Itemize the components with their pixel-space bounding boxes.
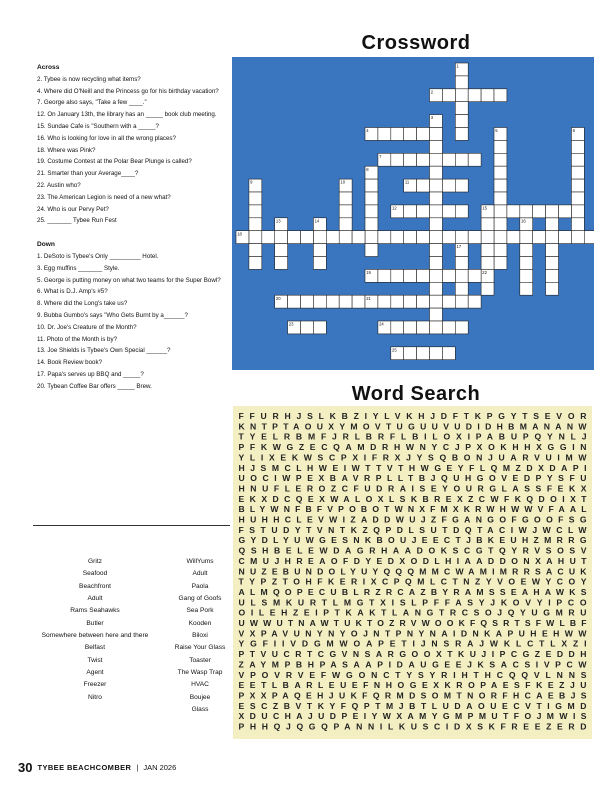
- crossword-cell[interactable]: [249, 205, 262, 218]
- crossword-cell[interactable]: [430, 231, 443, 244]
- crossword-cell[interactable]: [378, 231, 391, 244]
- crossword-cell[interactable]: [339, 295, 352, 308]
- crossword-cell[interactable]: [365, 179, 378, 192]
- crossword-cell[interactable]: [391, 321, 404, 334]
- crossword-cell[interactable]: [455, 295, 468, 308]
- wordsearch-row: NUZEBUNDOLYUYQQQMMCWAMIMRRSACUK: [238, 566, 587, 577]
- crossword-cell[interactable]: [417, 179, 430, 192]
- wordsearch-row: QSHBELEWDAGRHAADOKSCGTQYRVSOSV: [238, 545, 587, 556]
- crossword-cell[interactable]: [571, 218, 584, 231]
- crossword-cell[interactable]: [288, 295, 301, 308]
- crossword-cell[interactable]: [481, 244, 494, 257]
- crossword-cell[interactable]: [546, 269, 559, 282]
- crossword-cell[interactable]: [430, 205, 443, 218]
- wordsearch-row: UOCIWPEXBAVRPLLTBJQUHGOVEDPYSFU: [238, 473, 587, 484]
- crossword-cell[interactable]: [275, 244, 288, 257]
- crossword-cell[interactable]: [430, 347, 443, 360]
- crossword-cell[interactable]: [430, 192, 443, 205]
- crossword-cell[interactable]: [430, 269, 443, 282]
- crossword-cell[interactable]: [430, 321, 443, 334]
- crossword-cell[interactable]: [481, 257, 494, 270]
- crossword-cell[interactable]: [404, 128, 417, 141]
- crossword-cell[interactable]: [313, 244, 326, 257]
- crossword-cell[interactable]: [301, 231, 314, 244]
- crossword-cell[interactable]: [417, 321, 430, 334]
- crossword-cell[interactable]: [365, 192, 378, 205]
- word-list-item: HVAC: [191, 681, 209, 689]
- crossword-cell[interactable]: [404, 295, 417, 308]
- down-clue: 17. Papa's serves up BBQ and _____?: [37, 370, 144, 378]
- clue-number: 3: [430, 115, 434, 121]
- wordsearch-row: ULSMKURTLMGTXISLPFFASYJKOVYIPCO: [238, 597, 587, 608]
- crossword-cell[interactable]: [442, 231, 455, 244]
- crossword-cell[interactable]: [417, 128, 430, 141]
- clue-number: 17: [456, 244, 462, 250]
- crossword-cell[interactable]: [430, 295, 443, 308]
- wordsearch-row: XDUCHAJUDPEIYWXAMYGMPMUTFOJMWIS: [238, 711, 587, 722]
- word-list-item: Seafood: [82, 570, 108, 578]
- crossword-cell[interactable]: [417, 295, 430, 308]
- crossword-cell[interactable]: [313, 321, 326, 334]
- section-divider: [33, 525, 230, 526]
- word-list-item: Gang of Goofs: [178, 595, 222, 603]
- across-clue: 18. Where was Pink?: [37, 146, 96, 154]
- clue-number: 8: [366, 166, 369, 172]
- word-list-item: Beachfront: [79, 582, 111, 590]
- crossword-cell[interactable]: [546, 282, 559, 295]
- crossword-cell[interactable]: [455, 102, 468, 115]
- crossword-cell[interactable]: [417, 347, 430, 360]
- crossword-cell[interactable]: [430, 153, 443, 166]
- crossword-cell[interactable]: [494, 244, 507, 257]
- crossword-cell[interactable]: [507, 205, 520, 218]
- crossword-cell[interactable]: [430, 218, 443, 231]
- wordsearch-row: ESCZBVTKYFQPTMJBTLUDAOUECVTIGMD: [238, 700, 587, 711]
- crossword-cell[interactable]: [455, 231, 468, 244]
- crossword-cell[interactable]: [546, 244, 559, 257]
- crossword-cell[interactable]: [468, 153, 481, 166]
- crossword-cell[interactable]: [391, 269, 404, 282]
- crossword-cell[interactable]: [520, 205, 533, 218]
- down-heading: Down: [37, 241, 55, 249]
- crossword-cell[interactable]: [520, 269, 533, 282]
- clue-number: 4: [366, 128, 369, 134]
- word-list-item: Belfast: [84, 644, 106, 652]
- crossword-cell[interactable]: [455, 205, 468, 218]
- crossword-cell[interactable]: [430, 166, 443, 179]
- crossword-cell[interactable]: [442, 153, 455, 166]
- crossword-cell[interactable]: [352, 231, 365, 244]
- crossword-cell[interactable]: [404, 205, 417, 218]
- crossword-cell[interactable]: [468, 89, 481, 102]
- wordsearch-row: ALMQOPECUBLRZRCAZBYRAMSSEAHAWKS: [238, 586, 587, 597]
- crossword-cell[interactable]: [391, 231, 404, 244]
- word-list-item: Sea Pork: [186, 607, 214, 615]
- wordsearch-row: FSTUDYTVNTKZQPDLSUTDQTACIWJWCLW: [238, 524, 587, 535]
- crossword-cell[interactable]: [455, 179, 468, 192]
- word-list-item: Agent: [86, 669, 104, 677]
- word-list-item: Freezer: [83, 681, 107, 689]
- crossword-cell[interactable]: [404, 347, 417, 360]
- crossword-cell[interactable]: [313, 295, 326, 308]
- wordsearch-row: CMUJHREAOFDYEDXODLHIAADDONXAHUT: [238, 555, 587, 566]
- clue-number: 23: [288, 321, 294, 327]
- down-clue: 20. Tybean Coffee Bar offers _____ Brew.: [37, 382, 152, 390]
- crossword-cell[interactable]: [571, 205, 584, 218]
- wordsearch-row: HNUFLEROZCFUDRAISEYOURGLASSFEKX: [238, 483, 587, 494]
- crossword-cell[interactable]: [481, 231, 494, 244]
- crossword-cell[interactable]: [404, 269, 417, 282]
- crossword-cell[interactable]: [468, 231, 481, 244]
- crossword-cell[interactable]: [481, 218, 494, 231]
- down-clue: 6. What is D.J. Amp's #5?: [37, 288, 108, 296]
- crossword-cell[interactable]: [571, 140, 584, 153]
- wordsearch-row: FFURHJSLKBZIYLVKHJDFTKPGYTSEVOR: [238, 411, 587, 421]
- crossword-cell[interactable]: [417, 231, 430, 244]
- wordsearch-row: TYELRBMFJRLBRFLBILOXIPABUPQYNLJ: [238, 431, 587, 442]
- crossword-cell[interactable]: [430, 257, 443, 270]
- across-clue: 24. Who is our Pervy Pet?: [37, 205, 109, 213]
- crossword-cell[interactable]: [249, 231, 262, 244]
- crossword-cell[interactable]: [391, 128, 404, 141]
- across-clue: 12. On January 13th, the library has an _____ book club meeting.: [37, 111, 217, 119]
- clue-number: 11: [404, 179, 410, 185]
- clue-number: 1: [456, 63, 459, 69]
- wordsearch-row: HJSMCLHWEIWTTVTHWGEYFLQMZDXDAPI: [238, 462, 587, 473]
- crossword-title: Crossword: [361, 32, 471, 54]
- wordsearch-row: VPOVRVEFWGONCTYSYRIHTHCQQVLNNS: [238, 669, 587, 680]
- wordsearch-row: EKXDCQEXWALOXLSKBREXZCWFKQDOIXT: [238, 493, 587, 504]
- crossword-cell[interactable]: [430, 179, 443, 192]
- down-clue: 8. Where did the Long's take us?: [37, 300, 128, 308]
- crossword-cell[interactable]: [494, 205, 507, 218]
- crossword-cell[interactable]: [468, 269, 481, 282]
- wordsearch-row: PHHQJQGQPANNILKUSCIDXSKFREEZERD: [238, 721, 587, 732]
- wordsearch-row: BLYWNFBFVPOBOTWNXFMXKRWHWWVFAAL: [238, 504, 587, 515]
- crossword-cell[interactable]: [391, 153, 404, 166]
- clue-number: 19: [366, 270, 371, 275]
- wordsearch-row: PFKWGZECQAMDRHWNYCJPXOKHHXGGIN: [238, 442, 587, 453]
- clue-number: 6: [572, 128, 575, 134]
- wordsearch-row: ZAYMPBHPASAAPIDAUGEEJKSACSIVPCW: [238, 659, 587, 670]
- crossword-cell[interactable]: [442, 321, 455, 334]
- crossword-cell[interactable]: [559, 205, 572, 218]
- wordsearch-row: YGFIIVDGMWOAPETIJNSRAJWKLCTLXZI: [238, 638, 587, 649]
- clue-number: 20: [275, 295, 281, 301]
- crossword-cell[interactable]: [533, 205, 546, 218]
- down-clues: [37, 251, 232, 393]
- crossword-cell[interactable]: [301, 295, 314, 308]
- crossword-cell[interactable]: [455, 76, 468, 89]
- crossword-cell[interactable]: [455, 128, 468, 141]
- crossword-cell[interactable]: [442, 269, 455, 282]
- crossword-cell[interactable]: [520, 231, 533, 244]
- crossword-cell[interactable]: [455, 321, 468, 334]
- across-clue: 4. Where did O'Neill and the Princess go for his birthday vacation?: [37, 87, 219, 95]
- page-footer: [18, 760, 176, 775]
- word-list-item: Raise Your Glass: [174, 644, 226, 652]
- wordsearch-row: EETLBARLEUEFNHOGEXKROPAESFKEZJU: [238, 680, 587, 691]
- crossword-cell[interactable]: [481, 89, 494, 102]
- word-list-item: Nitro: [88, 693, 102, 701]
- word-list-item: Twist: [87, 656, 103, 664]
- crossword-cell[interactable]: [430, 308, 443, 321]
- clue-number: 16: [521, 218, 526, 224]
- across-clue: 22. Austin who?: [37, 181, 81, 189]
- crossword-cell[interactable]: [442, 205, 455, 218]
- crossword-cell[interactable]: [378, 128, 391, 141]
- crossword-cell[interactable]: [455, 282, 468, 295]
- word-list-item: Butler: [86, 619, 104, 627]
- crossword-cell[interactable]: [352, 295, 365, 308]
- publication-name: TYBEE BEACHCOMBER: [37, 763, 132, 772]
- crossword-cell[interactable]: [442, 179, 455, 192]
- across-clue: 15. Sundae Cafe is "Southern with a _____?: [37, 122, 159, 130]
- wordsearch-grid-svg: [233, 406, 592, 739]
- word-list-item: Rams Seahawks: [70, 607, 120, 615]
- crossword-cell[interactable]: [430, 128, 443, 141]
- down-clue: 11. Photo of the Month is by?: [37, 335, 118, 343]
- wordsearch-row: TYPZTOHFKERIXCPQMLCTNZYVOEWYCOY: [238, 576, 587, 587]
- word-list-item: Adult: [87, 595, 103, 603]
- crossword-cell[interactable]: [404, 231, 417, 244]
- crossword-cell[interactable]: [494, 257, 507, 270]
- word-list-item: The Wasp Trap: [177, 669, 223, 677]
- clue-number: 24: [379, 321, 384, 327]
- clue-number: 10: [340, 179, 346, 185]
- crossword-cell[interactable]: [417, 153, 430, 166]
- wordsearch-row: OILEHZEIPTKAKTLANGTRCSOJQYUGMRU: [238, 607, 587, 618]
- crossword-cell[interactable]: [417, 269, 430, 282]
- crossword-cell[interactable]: [520, 244, 533, 257]
- crossword-cell[interactable]: [584, 231, 594, 244]
- clue-number: 13: [275, 218, 281, 224]
- crossword-cell[interactable]: [494, 140, 507, 153]
- crossword-cell[interactable]: [365, 205, 378, 218]
- across-clue: 7. George also says, "Take a few ____.": [37, 99, 147, 107]
- crossword-cell[interactable]: [494, 192, 507, 205]
- crossword-cell[interactable]: [546, 257, 559, 270]
- footer-separator: |: [136, 763, 139, 772]
- wordsearch-title: Word Search: [351, 383, 481, 405]
- crossword-cell[interactable]: [275, 231, 288, 244]
- clue-number: 25: [392, 347, 397, 353]
- crossword-cell[interactable]: [442, 347, 455, 360]
- crossword-cell[interactable]: [430, 244, 443, 257]
- clue-number: 5: [495, 128, 498, 134]
- down-clue: 3. Egg muffins _______ Style.: [37, 264, 120, 272]
- crossword-cell[interactable]: [326, 295, 339, 308]
- crossword-cell[interactable]: [571, 231, 584, 244]
- wordsearch-row: PXXPAQEHJUKFQRMDSOMTNORFHCAEBJS: [238, 690, 587, 701]
- crossword-cell[interactable]: [468, 295, 481, 308]
- crossword-cell[interactable]: [442, 89, 455, 102]
- down-clue: 1. DeSoto is Tybee's Only _________ Hotel.: [37, 252, 159, 260]
- crossword-cell[interactable]: [559, 231, 572, 244]
- down-clue: 5. George is putting money on what two teams for the Super Bowl?: [37, 276, 221, 284]
- word-list-item: Gritz: [88, 558, 102, 565]
- across-clue: 19. Costume Contest at the Polar Bear Plunge is called?: [37, 158, 192, 166]
- crossword-cell[interactable]: [365, 218, 378, 231]
- clue-number: 2: [430, 89, 434, 95]
- crossword-cell[interactable]: [546, 231, 559, 244]
- crossword-cell[interactable]: [249, 218, 262, 231]
- crossword-cell[interactable]: [455, 153, 468, 166]
- crossword-cell[interactable]: [339, 192, 352, 205]
- wordsearch-grid: [233, 406, 592, 739]
- clue-number: 9: [250, 179, 253, 185]
- crossword-cell[interactable]: [365, 231, 378, 244]
- crossword-cell[interactable]: [404, 153, 417, 166]
- crossword-cell[interactable]: [326, 231, 339, 244]
- crossword-cell[interactable]: [249, 257, 262, 270]
- word-list-item: Biloxi: [192, 632, 208, 640]
- crossword-cell[interactable]: [391, 295, 404, 308]
- clue-number: 18: [237, 231, 242, 237]
- wordsearch-row: YLIXEKWSCPXIFRXJYSQBONJUARVUIMW: [238, 452, 587, 463]
- crossword-cell[interactable]: [339, 218, 352, 231]
- crossword-grid-svg: [232, 57, 594, 370]
- crossword-cell[interactable]: [339, 231, 352, 244]
- crossword-cell[interactable]: [571, 166, 584, 179]
- crossword-cell[interactable]: [404, 321, 417, 334]
- word-list-item: Adult: [192, 570, 208, 578]
- crossword-cell[interactable]: [494, 89, 507, 102]
- crossword-cell[interactable]: [571, 179, 584, 192]
- word-list-item: Somewhere between here and there: [41, 632, 149, 640]
- crossword-cell[interactable]: [275, 257, 288, 270]
- crossword-cell[interactable]: [546, 205, 559, 218]
- clue-number: 12: [392, 205, 397, 211]
- crossword-cell[interactable]: [417, 205, 430, 218]
- clue-number: 21: [366, 295, 371, 301]
- wordsearch-row: UWWUTNAWTUKTOZRVWOOKFQSRTSFWLBF: [238, 618, 587, 628]
- crossword-cell[interactable]: [301, 321, 314, 334]
- across-clue: 21. Smarter than your Average____?: [37, 170, 139, 178]
- crossword-cell[interactable]: [494, 179, 507, 192]
- down-clue: 9. Bubba Gumbo's says "Who Gets Burnt by a______?: [37, 311, 188, 319]
- crossword-cell[interactable]: [571, 192, 584, 205]
- word-list-item: Kooden: [188, 619, 212, 627]
- issue-date: JAN 2026: [143, 763, 177, 772]
- crossword-cell[interactable]: [288, 231, 301, 244]
- wordsearch-row: HUHHCLEVWIZADDWUJZFGANGOFGOOFSG: [238, 514, 587, 525]
- down-clue: 13. Joe Shields is Tybee's Own Special ______?: [37, 347, 171, 355]
- crossword-cell[interactable]: [494, 218, 507, 231]
- crossword-cell[interactable]: [430, 282, 443, 295]
- crossword-cell[interactable]: [378, 269, 391, 282]
- across-heading: Across: [37, 64, 60, 71]
- crossword-cell[interactable]: [313, 257, 326, 270]
- crossword-cell[interactable]: [571, 153, 584, 166]
- across-clue: 23. The American Legion is need of a new what?: [37, 193, 171, 201]
- clue-number: 7: [379, 153, 382, 159]
- word-list-item: Paola: [191, 582, 209, 590]
- crossword-cell[interactable]: [378, 295, 391, 308]
- wordsearch-row: VXPAVUNYNYOJNTPNYNAIDNKAPUHEHWW: [238, 628, 587, 639]
- across-clue: 2. Tybee is now recycling what items?: [37, 75, 141, 83]
- crossword-cell[interactable]: [533, 231, 546, 244]
- word-list-item: Boujee: [189, 693, 211, 701]
- crossword-cell[interactable]: [520, 282, 533, 295]
- down-clue: 14. Book Review book?: [37, 359, 103, 367]
- crossword-cell[interactable]: [442, 295, 455, 308]
- clue-list: [37, 62, 232, 393]
- clue-number: 15: [482, 205, 487, 211]
- page-number: 30: [18, 760, 33, 775]
- wordsearch-row: GYDLYUWGESNKBOUJEECTJBKEUHZMRRG: [238, 535, 587, 546]
- crossword-cell[interactable]: [494, 166, 507, 179]
- crossword-cell[interactable]: [455, 89, 468, 102]
- crossword-cell[interactable]: [249, 244, 262, 257]
- word-list-item: WillYums: [186, 558, 214, 565]
- crossword-cell[interactable]: [520, 257, 533, 270]
- across-clue: 16. Who is looking for love in all the wrong places?: [37, 134, 176, 142]
- crossword-cell[interactable]: [365, 244, 378, 257]
- crossword-cell[interactable]: [494, 231, 507, 244]
- crossword-cell[interactable]: [507, 231, 520, 244]
- crossword-cell[interactable]: [546, 218, 559, 231]
- word-list-item: Glass: [191, 706, 209, 714]
- crossword-cell[interactable]: [481, 282, 494, 295]
- clue-number: 22: [482, 270, 487, 275]
- crossword-cell[interactable]: [455, 115, 468, 128]
- word-list-item: Toaster: [189, 656, 211, 664]
- wordsearch-row: KNTPTAOUXYMOVTUGUUVUDIDHBMANANW: [238, 421, 587, 432]
- wordsearch-row: PTVUCRTCGVNSARGOOXTKUJIPCGZEDDH: [238, 649, 587, 660]
- across-clues: [37, 74, 232, 227]
- crossword-cell[interactable]: [455, 257, 468, 270]
- down-clue: 10. Dr. Joe's Creature of the Month?: [37, 323, 137, 331]
- crossword-cell[interactable]: [455, 269, 468, 282]
- crossword-cell[interactable]: [249, 192, 262, 205]
- clue-number: 14: [314, 218, 320, 224]
- crossword-grid: [232, 57, 594, 370]
- crossword-cell[interactable]: [430, 140, 443, 153]
- crossword-cell[interactable]: [339, 205, 352, 218]
- crossword-cell[interactable]: [494, 153, 507, 166]
- crossword-cell[interactable]: [262, 231, 275, 244]
- across-clue: 25. _______ Tybee Run Fest: [37, 217, 117, 225]
- crossword-cell[interactable]: [313, 231, 326, 244]
